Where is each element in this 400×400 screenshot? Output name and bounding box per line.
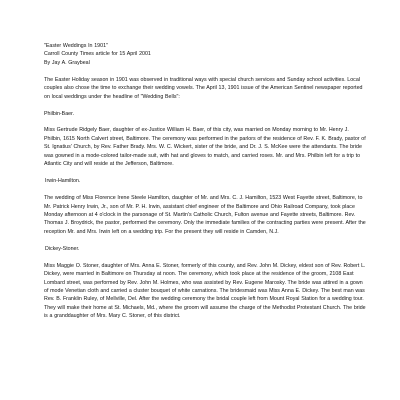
- section-heading-philbin-baer: Philbin-Baer.: [44, 110, 75, 117]
- paragraph-philbin-baer: Miss Gertrude Ridgely Baer, daughter of ex-Justice William H. Baer, of this city, was married on Monday morning to Mr. Henry J. Philbin, 1615 North Calvert street, Baltimore. The ceremony was performed in the parlors of the residence of Rev. F. K. Brady, pastor of St. Ignatius' Church, by Rev. Father Brady. Mrs. W. C. Wickert, sister of the bride, and Dr. J. S. McKee were the attendants. The bride was gowned in a mode-colored tailor-made suit, with hat and gloves to match, and carried roses. Mr. and Mrs. Philbin left for a trip to Atlantic City and will reside at the Jefferson, Baltimore.: [44, 127, 366, 168]
- article-title: "Easter Weddings In 1901": [44, 43, 108, 49]
- article-body: [44, 42, 366, 321]
- article-byline: By Jay A. Graybeal: [44, 59, 90, 66]
- section-heading-dickey-stoner: Dickey-Stoner.: [45, 245, 80, 252]
- paragraph-irwin-hamilton: The wedding of Miss Florence Irene Steele Hamilton, daughter of Mr. and Mrs. C. J. Hamilton, 1523 West Fayette street, Baltimore, to Mr. Patrick Henry Irwin, Jr., son of Mr. P. H. Irwin, assistant chief engineer of the Baltimore and Ohio Railroad Company, took place Monday afternoon at 4 o'clock in the parsonage of St. Martin's Catholic Church, Fulton avenue and Fayette streets, Baltimore. Rev. Thomas J. Broydrick, the pastor, performed the ceremony. Only the immediate families of the contracting parties were present. After the reception Mr. and Mrs. Irwin left on a wedding trip. For the present they will reside in Camden, N.J.: [44, 195, 366, 235]
- paragraph-dickey-stoner: Miss Maggie O. Stoner, daughter of Mrs. Anna E. Stoner, formerly of this county, and Rev. John M. Dickey, eldest son of Rev. Robert L. Dickey, were married in Baltimore on Thursday at noon. The ceremony, which took place at the residence of the groom, 2108 East Lombard street, was performed by Rev. John M. Holmes, who was assisted by Rev. Eugene Marosky. The bride was attired in a gown of mode Venetian cloth and carried a cluster bouquet of white carnations. The bridesmaid was Miss Anna E. Dickey. The best man was Rev. B. Franklin Ruley, of Mellville, Del. After the wedding ceremony the bridal couple left from Mount Royal Station for a wedding tour. They will make their home at St. Michaels, Md., where the groom will assume the charge of the Methodist Protestant Church. The bride is a granddaughter of Mrs. Mary C. Stoner, of this district.: [44, 262, 366, 320]
- section-heading-irwin-hamilton: Irwin-Hamilton.: [45, 178, 81, 185]
- article-header: [44, 42, 366, 67]
- intro-paragraph: The Easter Holiday season in 1901 was observed in traditional ways with special church services and Sunday school activities. Local couples also chose the time to exchange their wedding vowels. The April 13, 1901 issue of the American Sentinel newspaper reported on local weddings under the headline of "Wedding Bells":: [44, 76, 363, 100]
- article-source: Carroll County Times article for 15 April 2001: [44, 51, 151, 58]
